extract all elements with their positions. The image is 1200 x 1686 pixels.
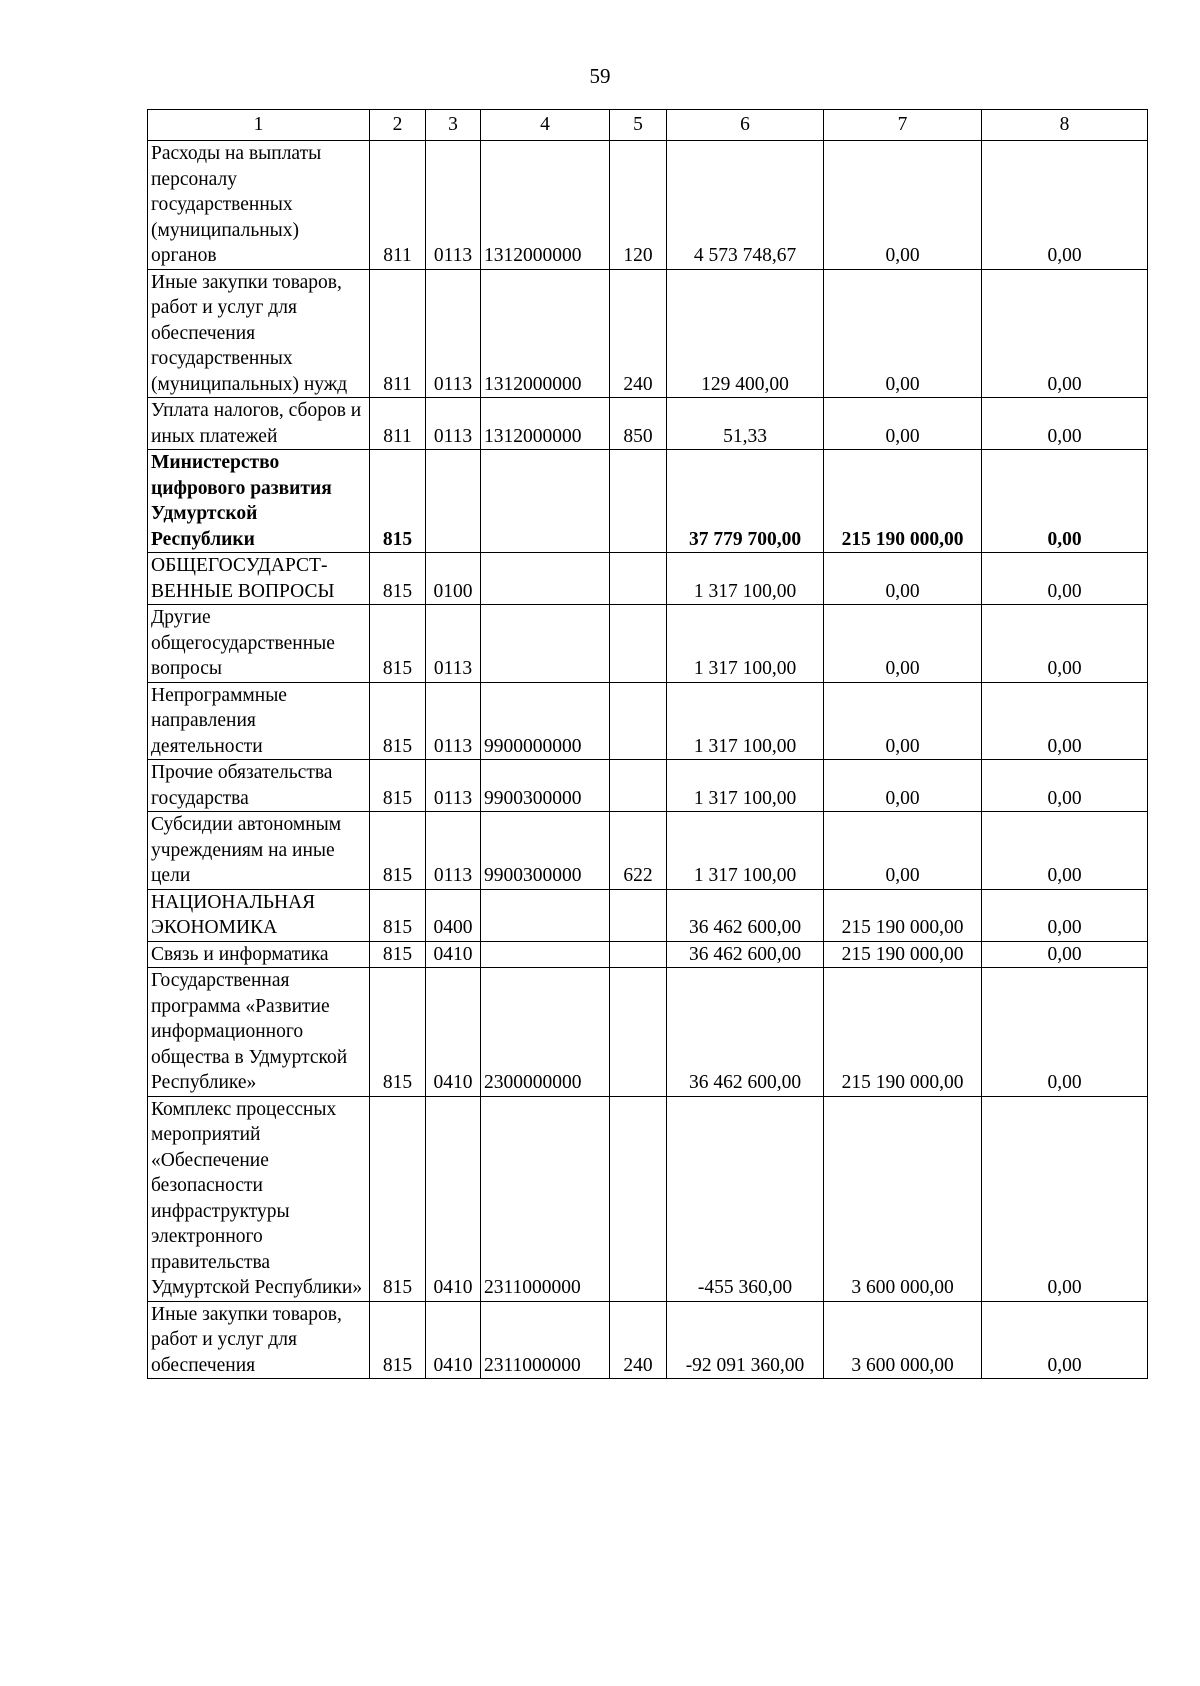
code-expense-type	[610, 889, 667, 941]
code-expense-type	[610, 553, 667, 605]
row-name: ОБЩЕГОСУДАРСТ-ВЕННЫЕ ВОПРОСЫ	[148, 553, 370, 605]
code-target	[481, 553, 610, 605]
amount-col7: 215 190 000,00	[824, 968, 982, 1097]
code-section: 0410	[426, 941, 481, 968]
code-section	[426, 450, 481, 553]
amount-col7: 0,00	[824, 812, 982, 890]
amount-col6: 1 317 100,00	[667, 553, 824, 605]
code-expense-type: 622	[610, 812, 667, 890]
row-name: Комплекс процессных мероприятий «Обеспечение безопасности инфраструктуры электронного правительства Удмуртской Республики»	[148, 1096, 370, 1301]
code-section: 0410	[426, 968, 481, 1097]
table-row	[148, 812, 1148, 890]
amount-col7: 215 190 000,00	[824, 450, 982, 553]
amount-col6: -92 091 360,00	[667, 1301, 824, 1379]
amount-col7: 3 600 000,00	[824, 1301, 982, 1379]
amount-col8: 0,00	[982, 450, 1148, 553]
amount-col6: 1 317 100,00	[667, 682, 824, 760]
amount-col8: 0,00	[982, 553, 1148, 605]
code-ministry: 815	[370, 553, 426, 605]
amount-col6: 36 462 600,00	[667, 941, 824, 968]
row-name: Связь и информатика	[148, 941, 370, 968]
code-ministry: 815	[370, 1301, 426, 1379]
code-ministry: 815	[370, 968, 426, 1097]
code-section: 0400	[426, 889, 481, 941]
amount-col6: 129 400,00	[667, 269, 824, 398]
amount-col8: 0,00	[982, 812, 1148, 890]
amount-col7: 3 600 000,00	[824, 1096, 982, 1301]
code-section: 0113	[426, 398, 481, 450]
code-ministry: 815	[370, 605, 426, 683]
table-row	[148, 1096, 1148, 1301]
code-expense-type: 850	[610, 398, 667, 450]
code-ministry: 811	[370, 398, 426, 450]
code-expense-type	[610, 968, 667, 1097]
code-expense-type: 240	[610, 1301, 667, 1379]
table-row	[148, 941, 1148, 968]
table-row	[148, 1301, 1148, 1379]
page-number: 59	[589, 64, 611, 88]
table-row	[148, 605, 1148, 683]
amount-col8: 0,00	[982, 1301, 1148, 1379]
amount-col6: 36 462 600,00	[667, 968, 824, 1097]
amount-col8: 0,00	[982, 141, 1148, 270]
code-target: 9900300000	[481, 812, 610, 890]
amount-col7: 0,00	[824, 760, 982, 812]
code-target: 1312000000	[481, 141, 610, 270]
code-expense-type	[610, 450, 667, 553]
amount-col7: 0,00	[824, 141, 982, 270]
code-expense-type: 120	[610, 141, 667, 270]
header-row	[148, 110, 1148, 141]
code-section: 0113	[426, 605, 481, 683]
code-ministry: 815	[370, 1096, 426, 1301]
amount-col7: 0,00	[824, 398, 982, 450]
header-cell: 8	[982, 110, 1148, 141]
table-body	[148, 141, 1148, 1379]
amount-col7: 0,00	[824, 269, 982, 398]
code-target: 1312000000	[481, 398, 610, 450]
amount-col7: 215 190 000,00	[824, 941, 982, 968]
header-cell: 4	[481, 110, 610, 141]
amount-col8: 0,00	[982, 760, 1148, 812]
amount-col8: 0,00	[982, 682, 1148, 760]
code-section: 0410	[426, 1301, 481, 1379]
code-section: 0113	[426, 269, 481, 398]
amount-col6: 4 573 748,67	[667, 141, 824, 270]
table-row	[148, 968, 1148, 1097]
code-expense-type	[610, 682, 667, 760]
row-name: Другие общегосударственные вопросы	[148, 605, 370, 683]
amount-col6: 1 317 100,00	[667, 812, 824, 890]
table-row	[148, 553, 1148, 605]
header-cell: 1	[148, 110, 370, 141]
header-cell: 3	[426, 110, 481, 141]
code-ministry: 815	[370, 450, 426, 553]
row-name: НАЦИОНАЛЬНАЯ ЭКОНОМИКА	[148, 889, 370, 941]
code-expense-type	[610, 941, 667, 968]
code-target: 2311000000	[481, 1096, 610, 1301]
amount-col7: 215 190 000,00	[824, 889, 982, 941]
table-row	[148, 450, 1148, 553]
amount-col8: 0,00	[982, 1096, 1148, 1301]
code-ministry: 815	[370, 760, 426, 812]
code-target	[481, 605, 610, 683]
header-cell: 7	[824, 110, 982, 141]
amount-col7: 0,00	[824, 682, 982, 760]
table-row	[148, 889, 1148, 941]
amount-col7: 0,00	[824, 553, 982, 605]
table-row	[148, 269, 1148, 398]
row-name: Прочие обязательства государства	[148, 760, 370, 812]
header-cell: 5	[610, 110, 667, 141]
code-expense-type	[610, 760, 667, 812]
amount-col6: -455 360,00	[667, 1096, 824, 1301]
table-row	[148, 398, 1148, 450]
code-ministry: 815	[370, 682, 426, 760]
amount-col6: 1 317 100,00	[667, 760, 824, 812]
code-expense-type	[610, 1096, 667, 1301]
amount-col6: 36 462 600,00	[667, 889, 824, 941]
code-section: 0113	[426, 682, 481, 760]
code-target: 1312000000	[481, 269, 610, 398]
code-ministry: 811	[370, 269, 426, 398]
table-row	[148, 141, 1148, 270]
row-name: Государственная программа «Развитие информационного общества в Удмуртской Республике»	[148, 968, 370, 1097]
amount-col8: 0,00	[982, 605, 1148, 683]
amount-col6: 1 317 100,00	[667, 605, 824, 683]
code-section: 0113	[426, 760, 481, 812]
code-target	[481, 889, 610, 941]
code-target	[481, 450, 610, 553]
amount-col6: 37 779 700,00	[667, 450, 824, 553]
row-name: Министерство цифрового развития Удмуртской Республики	[148, 450, 370, 553]
row-name: Уплата налогов, сборов и иных платежей	[148, 398, 370, 450]
code-expense-type: 240	[610, 269, 667, 398]
amount-col6: 51,33	[667, 398, 824, 450]
amount-col8: 0,00	[982, 889, 1148, 941]
row-name: Субсидии автономным учреждениям на иные цели	[148, 812, 370, 890]
budget-table	[147, 109, 1148, 1379]
table-row	[148, 760, 1148, 812]
row-name: Иные закупки товаров, работ и услуг для обеспечения	[148, 1301, 370, 1379]
code-target: 9900000000	[481, 682, 610, 760]
code-ministry: 815	[370, 812, 426, 890]
amount-col7: 0,00	[824, 605, 982, 683]
code-target: 2300000000	[481, 968, 610, 1097]
code-section: 0100	[426, 553, 481, 605]
code-ministry: 815	[370, 941, 426, 968]
code-target: 9900300000	[481, 760, 610, 812]
table-row	[148, 682, 1148, 760]
code-ministry: 811	[370, 141, 426, 270]
code-ministry: 815	[370, 889, 426, 941]
header-cell: 2	[370, 110, 426, 141]
code-section: 0113	[426, 141, 481, 270]
code-expense-type	[610, 605, 667, 683]
row-name: Иные закупки товаров, работ и услуг для обеспечения государственных (муниципальных) нужд	[148, 269, 370, 398]
code-section: 0113	[426, 812, 481, 890]
header-cell: 6	[667, 110, 824, 141]
amount-col8: 0,00	[982, 968, 1148, 1097]
amount-col8: 0,00	[982, 941, 1148, 968]
code-target: 2311000000	[481, 1301, 610, 1379]
row-name: Непрограммные направления деятельности	[148, 682, 370, 760]
code-section: 0410	[426, 1096, 481, 1301]
amount-col8: 0,00	[982, 269, 1148, 398]
amount-col8: 0,00	[982, 398, 1148, 450]
code-target	[481, 941, 610, 968]
row-name: Расходы на выплаты персоналу государственных (муниципальных) органов	[148, 141, 370, 270]
